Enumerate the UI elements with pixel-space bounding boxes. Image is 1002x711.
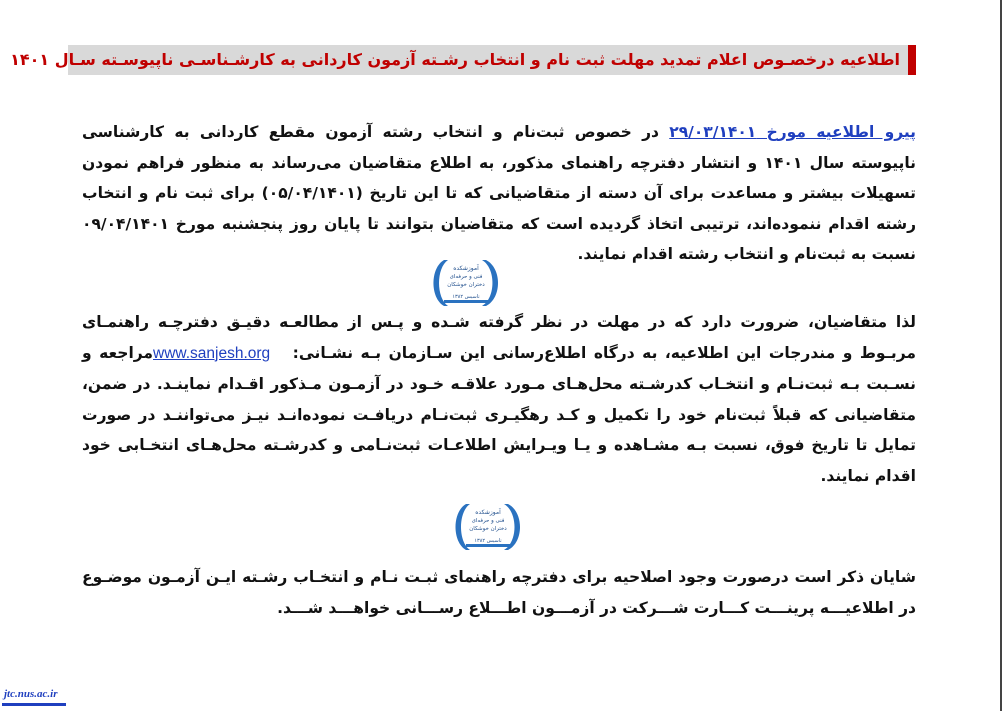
logo2-line-1: آموزشکده xyxy=(475,509,501,516)
logo2-line-2: فنی و حرفه‌ای xyxy=(471,518,505,524)
footer-website: jtc.nus.ac.ir xyxy=(4,688,58,700)
paragraph-extension-notice xyxy=(82,117,916,270)
logo-line-2: فنی و حرفه‌ای xyxy=(449,274,483,280)
previous-announcement-link[interactable]: پیرو اطلاعیه مورخ ۲۹/۰۳/۱۴۰۱ xyxy=(669,123,916,141)
logo-line-1: آموزشکده xyxy=(453,265,479,272)
paragraph-correction-note: شایان ذکر است درصورت وجود اصلاحیه برای دفترچه راهنمای ثبـت نـام و انتخـاب رشـته ایـن آزمـون موضـوع در اطلاعیـــه پرینـــت کـــارت شـــرکت در آزمـــون اطـــلاع رســـانی خواهـــد شـــد. xyxy=(82,568,916,617)
instructions-part-1: لذا متقاضیان، ضرورت دارد که در مهلت در نظر گرفته شـده و پـس از مطالعـه دقیـق دفترچـه راهنمـای مربـوط و مندرجات این اطلاعیه، به درگاه اطلاع‌رسانی این سـازمان بـه نشـانی: xyxy=(82,313,916,362)
logo-line-4: تاسیس ۱۳۸۲ xyxy=(452,294,480,300)
announcement-title: اطلاعیه درخصـوص اعلام تمدید مهلت ثبت نام و انتخاب رشـته آزمون کاردانی به کارشـناسـی ناپیوسـته سـال ۱۴۰۱ xyxy=(68,45,916,75)
paragraph-instructions xyxy=(82,307,916,491)
instructions-part-2: مراجعه و نسـبت بـه ثبت‌نـام و انتخـاب کدرشـته محل‌هـای مـورد علاقـه خـود در آزمـون مـذکور اقـدام نماینـد. در ضمن، متقاضیانی که قبلاً ثبت‌نام خود را تکمیل و کـد رهگیـری ثبت‌نـام دریافـت نموده‌انـد نیـز می‌تواننـد در صورت تمایل تا تاریخ فوق، نسبت بـه مشـاهده و یـا ویـرایش اطلاعـات ثبت‌نـامی و کدرشـته محل‌هـای انتخـابی خود اقدام نمایند. xyxy=(82,343,916,485)
logo2-line-4: تاسیس ۱۳۸۲ xyxy=(474,538,502,544)
college-logo-2 xyxy=(446,496,530,558)
logo2-line-3: دختران خوشکان xyxy=(469,526,507,532)
footer-underline xyxy=(2,703,66,706)
college-logo xyxy=(424,252,508,314)
logo-line-3: دختران خوشکان xyxy=(447,282,485,288)
paragraph-extension-body: در خصوص ثبت‌نام و انتخاب رشته آزمون مقطع کاردانی به کارشناسی ناپیوسته سال ۱۴۰۱ و انتشار دفترچه راهنمای مذکور، به اطلاع متقاضیان می‌رساند به منظور فراهم نمودن تسهیلات بیشتر و مساعدت برای آن دسته از متقاضیانی که تا این تاریخ (۰۵/۰۴/۱۴۰۱) برای ثبت نام و انتخاب رشته اقدام ننموده‌اند، ترتیبی اتخاذ گردیده است که متقاضیان بتوانند تا پایان روز پنجشنبه مورخ ۰۹/۰۴/۱۴۰۱ نسبت به ثبت‌نام و انتخاب رشته اقدام نمایند. xyxy=(82,123,917,263)
sanjesh-website-link[interactable]: www.sanjesh.org xyxy=(153,344,271,362)
